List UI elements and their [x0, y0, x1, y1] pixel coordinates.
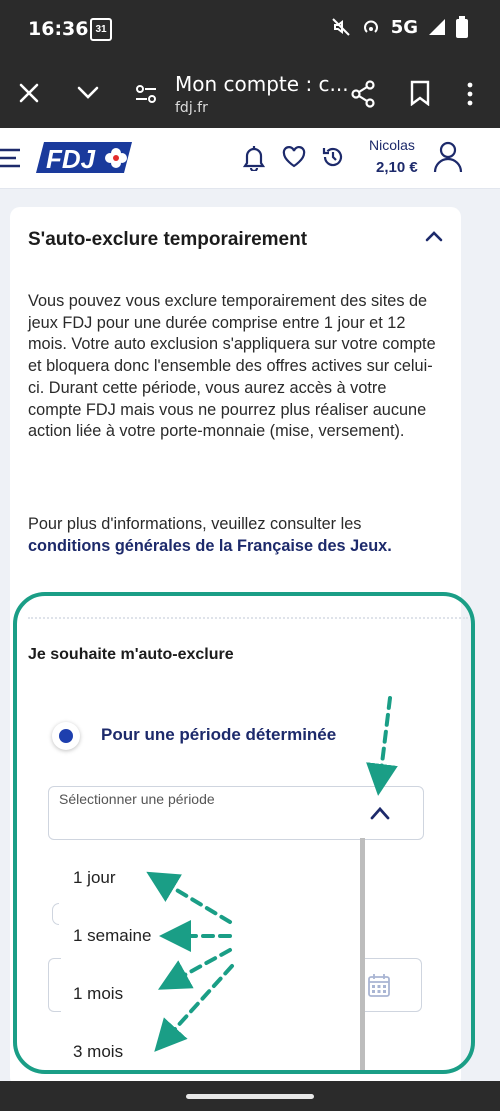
info-prefix: Pour plus d'informations, veuillez consulter les — [28, 515, 362, 533]
period-select-label: Sélectionner une période — [59, 791, 215, 807]
terms-link[interactable]: conditions générales de la Française des Jeux. — [28, 536, 392, 555]
period-radio-label[interactable]: Pour une période déterminée — [101, 725, 337, 744]
user-balance[interactable]: 2,10 € — [376, 159, 418, 176]
option-1-semaine[interactable]: 1 semaine — [73, 926, 152, 945]
calendar-icon: 31 — [90, 18, 112, 41]
system-nav-bar — [0, 1081, 500, 1111]
page-url: fdj.fr — [175, 100, 208, 116]
page-title: Mon compte : c... — [175, 72, 349, 96]
section-description: Vous pouvez vous exclure temporairement des sites de jeux FDJ pour une durée comprise entre 1 jour et 12 mois. Votre auto exclusion s'appliquera sur votre compte et bloquera donc l'ensemble des offres actives sur celui-ci. Durant cette période, vous aurez accès à votre compte FDJ mais vous ne pourrez plus réaliser aucune action liée à votre porte-monnaie (mise, versement). — [28, 292, 436, 441]
home-gesture-pill[interactable] — [186, 1094, 314, 1099]
svg-text:FDJ: FDJ — [46, 144, 96, 174]
network-label: 5G — [390, 16, 418, 38]
form-label: Je souhaite m'auto-exclure — [28, 646, 234, 663]
user-name[interactable]: Nicolas — [369, 137, 415, 153]
option-1-mois[interactable]: 1 mois — [73, 984, 124, 1003]
section-title[interactable]: S'auto-exclure temporairement — [28, 229, 308, 250]
option-3-mois[interactable]: 3 mois — [73, 1042, 124, 1061]
status-time: 16:36 — [28, 18, 89, 40]
option-1-jour[interactable]: 1 jour — [73, 868, 116, 887]
